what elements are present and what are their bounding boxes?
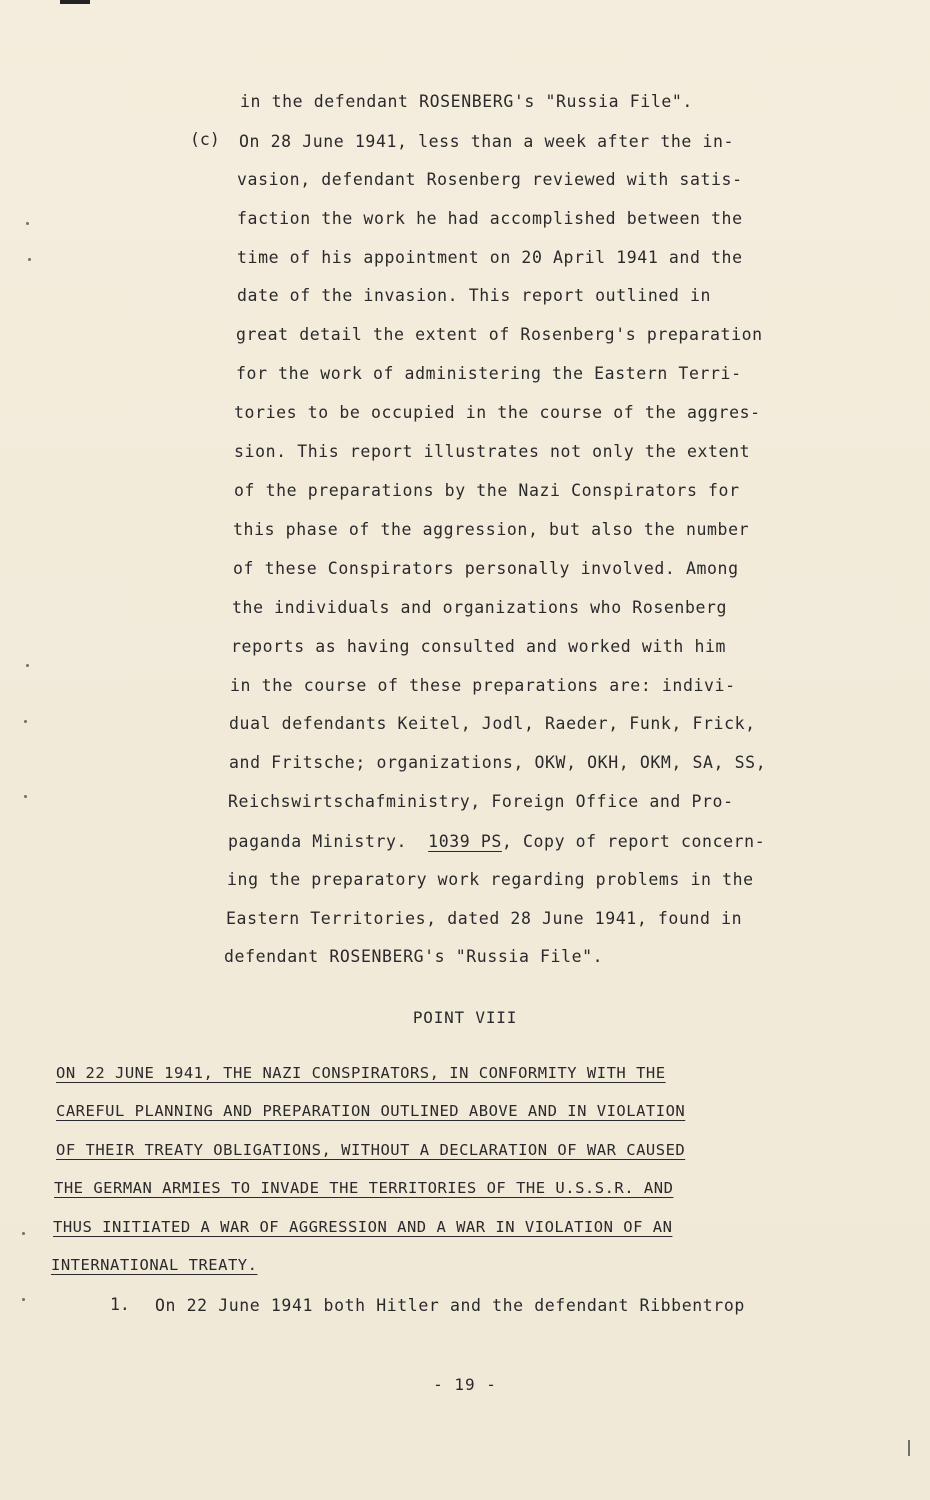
scan-speck xyxy=(22,1298,25,1301)
caps-line-5: THUS INITIATED A WAR OF AGGRESSION AND A WAR IN VIOLATION OF AN xyxy=(53,1218,673,1236)
body-line-5: time of his appointment on 20 April 1941 and the xyxy=(237,248,743,267)
numbered-item-text: On 22 June 1941 both Hitler and the defendant Ribbentrop xyxy=(155,1296,745,1315)
citation-reference: 1039 PS xyxy=(428,832,502,851)
citation-description: , Copy of report concern- xyxy=(501,832,766,851)
body-line-12: this phase of the aggression, but also the number xyxy=(233,520,750,539)
scan-speck xyxy=(28,258,31,261)
body-line-2: On 28 June 1941, less than a week after the in- xyxy=(239,132,735,151)
body-line-6: date of the invasion. This report outlined in xyxy=(237,286,712,305)
body-line-23: defendant ROSENBERG's "Russia File". xyxy=(224,947,604,966)
scan-speck xyxy=(22,1232,25,1235)
body-line-21: ing the preparatory work regarding problems in the xyxy=(227,870,754,889)
item-marker-c: (c) xyxy=(190,130,220,149)
body-line-8: for the work of administering the Eastern Terri- xyxy=(236,364,742,383)
scan-speck xyxy=(24,795,27,798)
body-line-16: in the course of these preparations are: indivi- xyxy=(230,676,736,695)
page-edge-mark xyxy=(60,0,90,4)
body-line-4: faction the work he had accomplished between the xyxy=(237,209,743,228)
caps-line-6: INTERNATIONAL TREATY. xyxy=(51,1256,258,1274)
scan-speck xyxy=(26,664,29,667)
section-heading: POINT VIII xyxy=(412,1008,518,1027)
body-line-18: and Fritsche; organizations, OKW, OKH, OKM, SA, SS, xyxy=(229,753,767,772)
body-line-9: tories to be occupied in the course of the aggres- xyxy=(234,403,761,422)
body-line-15: reports as having consulted and worked with him xyxy=(231,637,727,656)
body-line-3: vasion, defendant Rosenberg reviewed with satis- xyxy=(237,170,743,189)
body-line-11: of the preparations by the Nazi Conspirators for xyxy=(234,481,740,500)
body-line-10: sion. This report illustrates not only the extent xyxy=(234,442,751,461)
caps-line-1: ON 22 JUNE 1941, THE NAZI CONSPIRATORS, IN CONFORMITY WITH THE xyxy=(56,1064,666,1082)
body-line-1: in the defendant ROSENBERG's "Russia File". xyxy=(240,92,693,111)
scan-speck xyxy=(26,222,29,225)
body-line-20 xyxy=(228,832,765,852)
scan-speck xyxy=(24,720,27,723)
body-line-13: of these Conspirators personally involved. Among xyxy=(233,559,739,578)
caps-line-2: CAREFUL PLANNING AND PREPARATION OUTLINED ABOVE AND IN VIOLATION xyxy=(56,1102,686,1120)
caps-line-3: OF THEIR TREATY OBLIGATIONS, WITHOUT A DECLARATION OF WAR CAUSED xyxy=(56,1141,686,1159)
body-line-20-text: paganda Ministry. xyxy=(228,832,408,851)
numbered-item-marker: 1. xyxy=(110,1295,130,1314)
body-line-19: Reichswirtschafministry, Foreign Office and Pro- xyxy=(228,792,734,811)
scan-speck xyxy=(908,1440,910,1456)
body-line-7: great detail the extent of Rosenberg's preparation xyxy=(236,325,763,344)
page-number: - 19 - xyxy=(433,1375,497,1394)
caps-line-4: THE GERMAN ARMIES TO INVADE THE TERRITORIES OF THE U.S.S.R. AND xyxy=(54,1179,674,1197)
body-line-22: Eastern Territories, dated 28 June 1941, found in xyxy=(226,909,743,928)
body-line-14: the individuals and organizations who Rosenberg xyxy=(232,598,728,617)
body-line-17: dual defendants Keitel, Jodl, Raeder, Funk, Frick, xyxy=(229,714,756,733)
